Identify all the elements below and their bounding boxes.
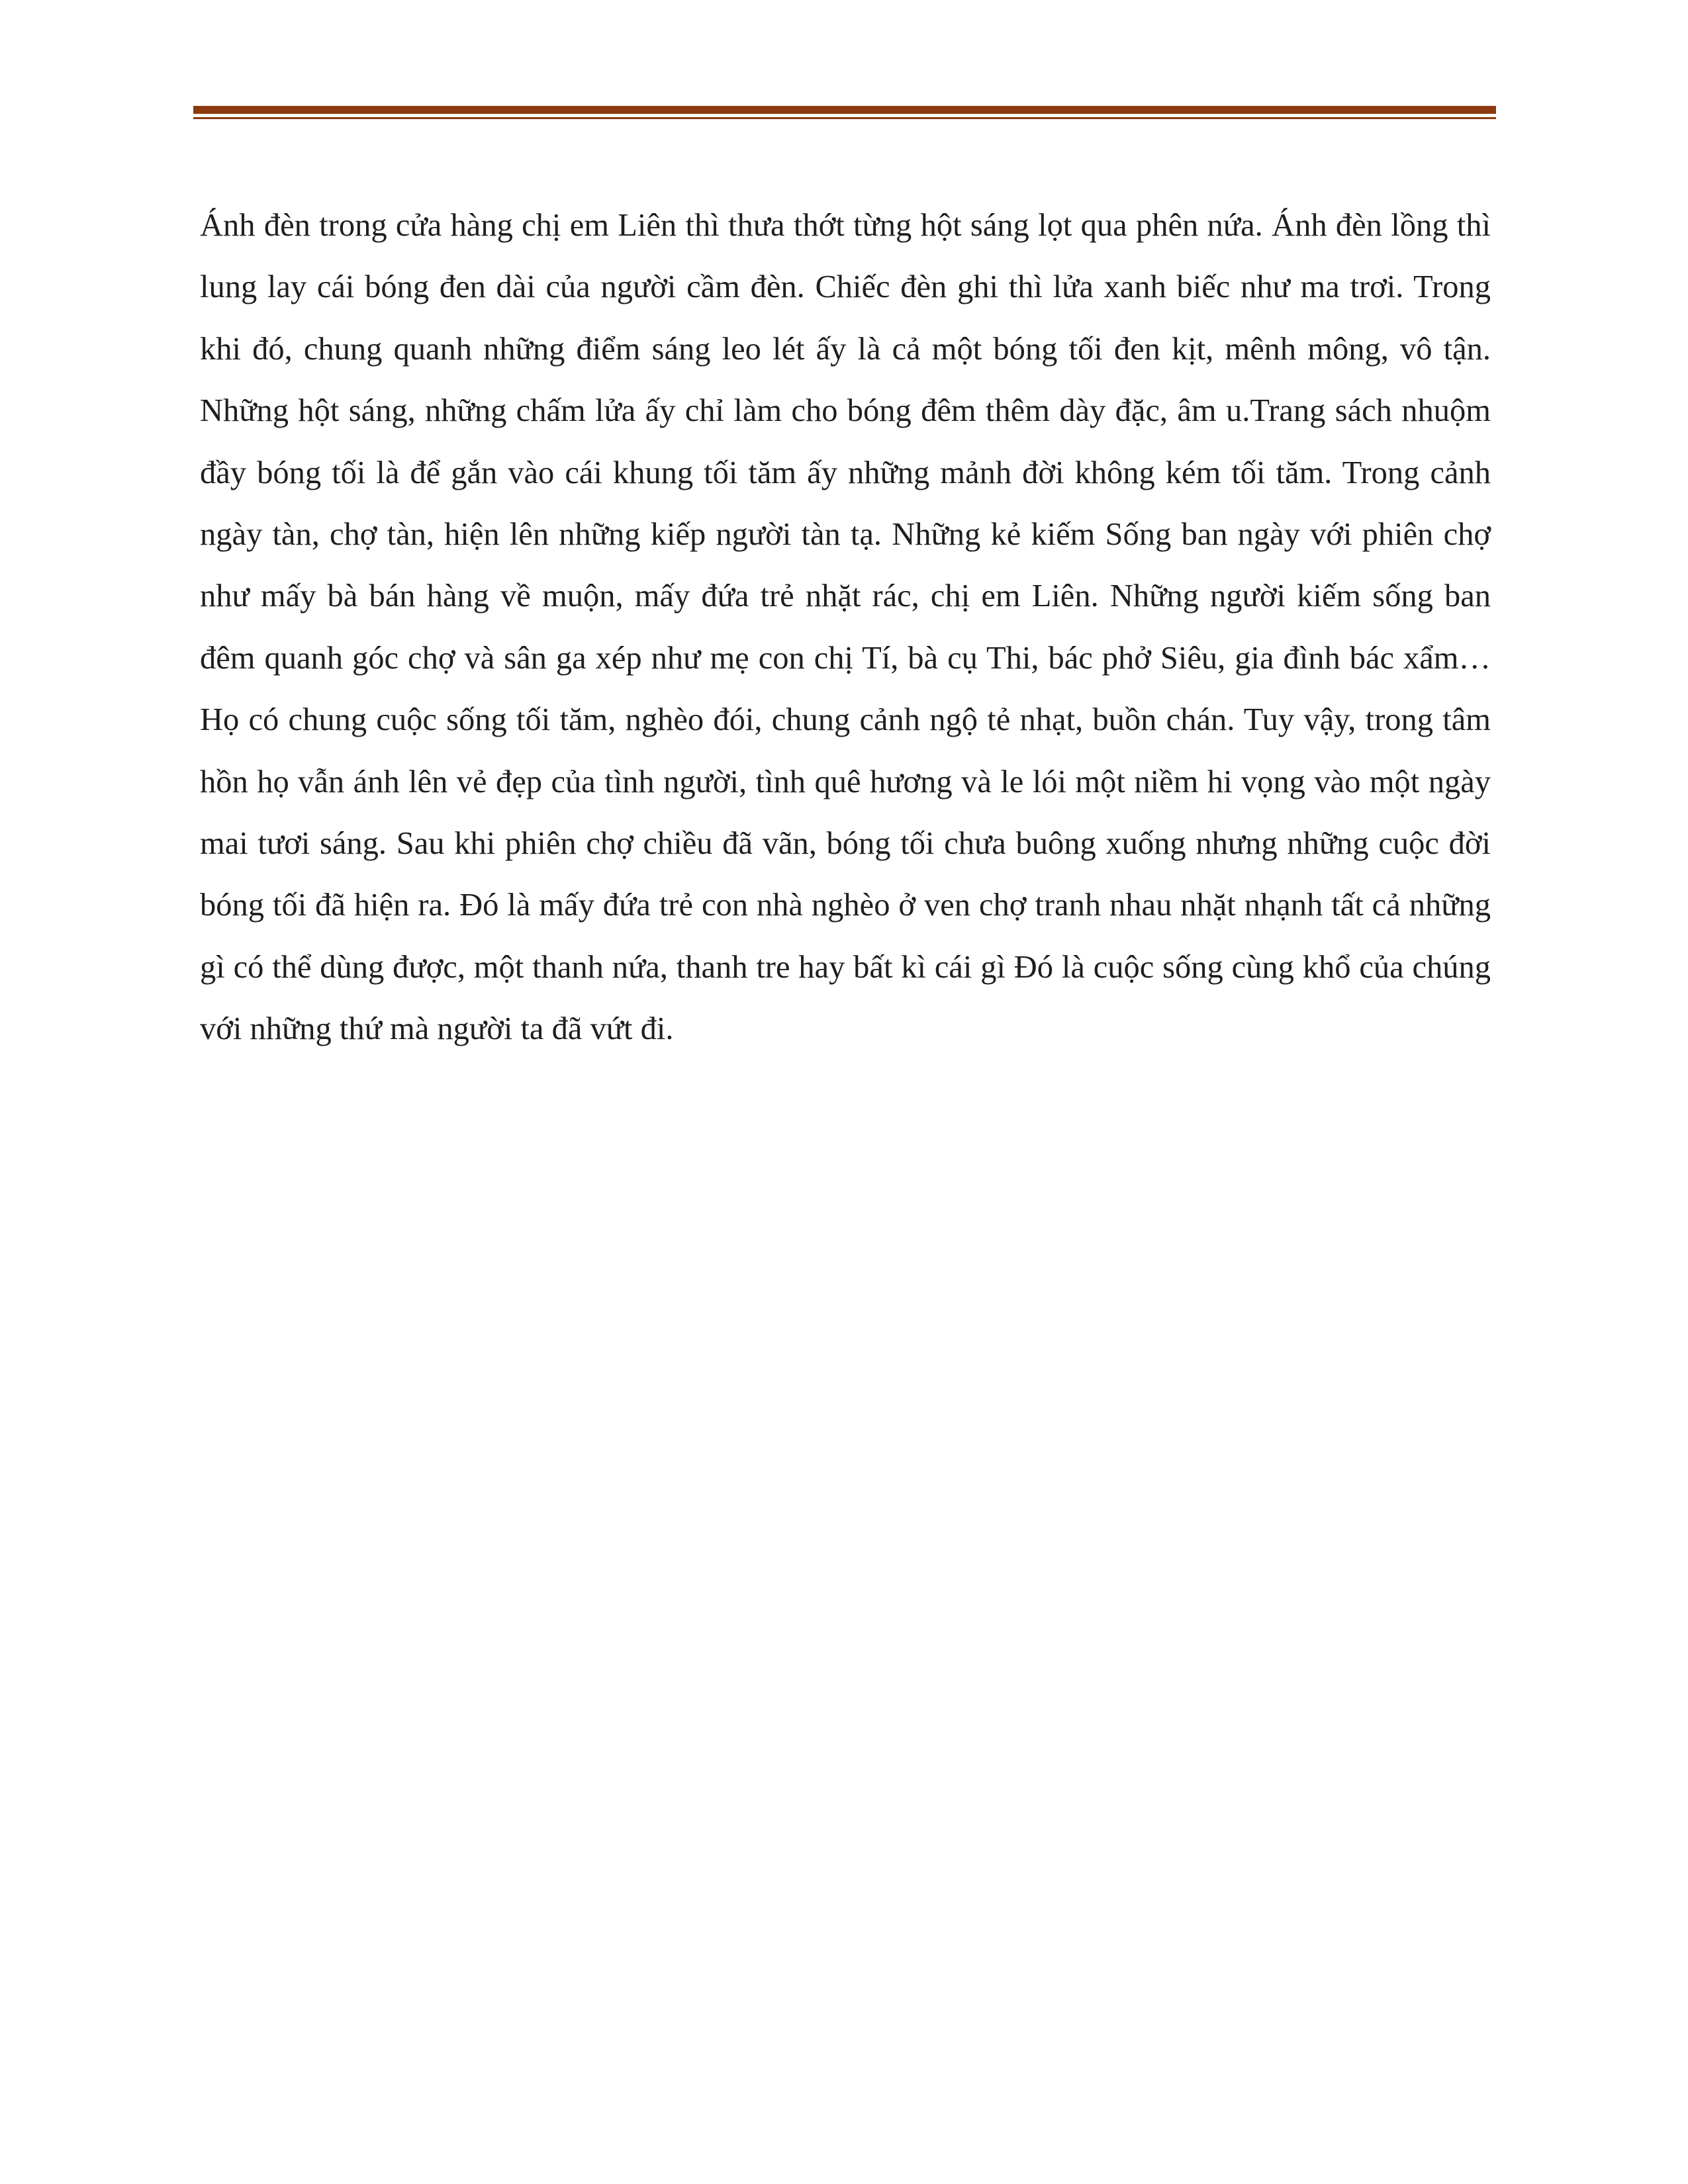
header-rule-thick-line bbox=[193, 106, 1496, 114]
body-paragraph: Ánh đèn trong cửa hàng chị em Liên thì thưa thớt từng hột sáng lọt qua phên nứa. Ánh đèn lồng thì lung lay cái bóng đen dài của người cầm đèn. Chiếc đèn ghi thì lửa xanh biếc như ma trơi. Trong khi đó, chung quanh những điểm sáng leo lét ấy là cả một bóng tối đen kịt, mênh mông, vô tận. Những hột sáng, những chấm lửa ấy chỉ làm cho bóng đêm thêm dày đặc, âm u.Trang sách nhuộm đầy bóng tối là để gắn vào cái khung tối tăm ấy những mảnh đời không kém tối tăm. Trong cảnh ngày tàn, chợ tàn, hiện lên những kiếp người tàn tạ. Những kẻ kiếm Sống ban ngày với phiên chợ như mấy bà bán hàng về muộn, mấy đứa trẻ nhặt rác, chị em Liên. Những người kiếm sống ban đêm quanh góc chợ và sân ga xép như mẹ con chị Tí, bà cụ Thi, bác phở Siêu, gia đình bác xẩm…Họ có chung cuộc sống tối tăm, nghèo đói, chung cảnh ngộ tẻ nhạt, buồn chán. Tuy vậy, trong tâm hồn họ vẫn ánh lên vẻ đẹp của tình người, tình quê hương và le lói một niềm hi vọng vào một ngày mai tươi sáng. Sau khi phiên chợ chiều đã vãn, bóng tối chưa buông xuống nhưng những cuộc đời bóng tối đã hiện ra. Đó là mấy đứa trẻ con nhà nghèo ở ven chợ tranh nhau nhặt nhạnh tất cả những gì có thể dùng được, một thanh nứa, thanh tre hay bất kì cái gì Đó là cuộc sống cùng khổ của chúng với những thứ mà người ta đã vứt đi. bbox=[200, 208, 1491, 1047]
header-rule-thin-line bbox=[193, 117, 1496, 119]
header-rule bbox=[193, 106, 1496, 119]
